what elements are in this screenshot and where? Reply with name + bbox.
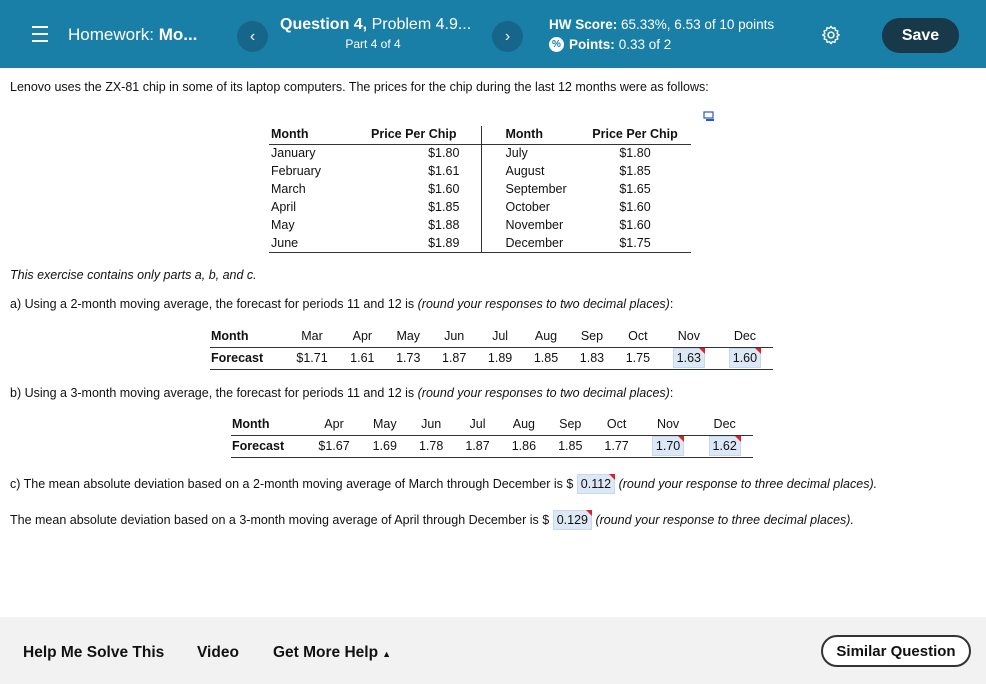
homework-prefix: Homework: [68, 25, 159, 44]
month-cell: Aug [523, 325, 569, 347]
forecast-table-2-month [210, 325, 773, 370]
price-cell: $1.60 [619, 218, 651, 232]
month-label: Month [231, 413, 306, 435]
price-row [269, 144, 691, 162]
forecast-answer-input[interactable]: 1.62 [709, 436, 741, 456]
month-cell: August [481, 162, 571, 180]
month-cell: Aug [501, 413, 547, 435]
column-header: Price Per Chip [571, 126, 691, 144]
colon: : [669, 297, 674, 311]
help-me-solve-button[interactable]: Help Me Solve This [23, 644, 165, 661]
part-b-hint: (round your responses to two decimal places) [417, 386, 670, 400]
month-cell: Jul [477, 325, 523, 347]
video-button[interactable]: Video [197, 644, 239, 661]
points-value: 0.33 of 2 [618, 37, 672, 52]
forecast-label: Forecast [210, 347, 285, 369]
price-row [269, 216, 691, 234]
month-cell: Dec [696, 413, 753, 435]
get-more-help-button[interactable] [273, 644, 391, 662]
month-cell: Apr [306, 413, 361, 435]
part-c-question-2 [10, 512, 854, 530]
forecast-cell: $1.67 [306, 435, 361, 457]
forecast-cell: 1.77 [593, 435, 639, 457]
save-button[interactable]: Save [882, 18, 959, 53]
forecast-cell: 1.89 [477, 347, 523, 369]
part-a-question [10, 297, 673, 311]
month-cell: May [271, 218, 295, 232]
top-bar [0, 0, 986, 68]
forecast-answer-input[interactable]: 1.63 [673, 348, 705, 368]
forecast-cell [696, 435, 753, 457]
part-c-text-1: c) The mean absolute deviation based on a 2-month moving average of March through December is $ [10, 477, 577, 491]
month-cell: Sep [547, 413, 593, 435]
problem-number: Problem 4.9... [367, 16, 472, 33]
month-cell: Mar [285, 325, 340, 347]
menu-icon[interactable] [30, 22, 50, 46]
price-cell: $1.88 [428, 218, 460, 232]
month-cell: May [362, 413, 408, 435]
part-b-text: b) Using a 3-month moving average, the forecast for periods 11 and 12 is [10, 386, 418, 400]
price-row [269, 234, 691, 252]
points-label: Points: [569, 37, 615, 52]
month-cell: February [271, 164, 322, 178]
month-cell: Sep [569, 325, 615, 347]
month-cell: March [271, 182, 306, 196]
caret-up-icon: ▲ [382, 649, 391, 659]
forecast-cell: 1.87 [454, 435, 500, 457]
forecast-cell: 1.87 [431, 347, 477, 369]
month-cell: May [385, 325, 431, 347]
hw-score [549, 17, 774, 32]
part-a-text: a) Using a 2-month moving average, the forecast for periods 11 and 12 is [10, 297, 418, 311]
forecast-answer-input[interactable]: 1.70 [652, 436, 684, 456]
price-cell: $1.85 [619, 164, 651, 178]
month-cell: Jun [431, 325, 477, 347]
forecast-cell: 1.83 [569, 347, 615, 369]
colon: : [669, 386, 674, 400]
price-cell: $1.60 [619, 200, 651, 214]
question-part: Part 4 of 4 [345, 37, 401, 51]
points [549, 37, 671, 52]
month-cell: April [271, 200, 297, 214]
price-cell: $1.89 [428, 235, 460, 250]
forecast-cell: $1.71 [285, 347, 340, 369]
next-question-button[interactable]: › [492, 21, 523, 52]
forecast-cell [661, 347, 717, 369]
forecast-table-3-month [231, 413, 753, 458]
month-cell: December [481, 234, 571, 252]
bottom-bar [0, 617, 986, 684]
column-header: Month [481, 126, 571, 144]
price-row [269, 198, 691, 216]
forecast-cell: 1.86 [501, 435, 547, 457]
previous-question-button[interactable]: ‹ [237, 21, 268, 52]
homework-name: Mo... [158, 25, 198, 44]
problem-intro: Lenovo uses the ZX-81 chip in some of its laptop computers. The prices for the chip during the last 12 months were as follows: [10, 80, 709, 94]
forecast-cell: 1.73 [385, 347, 431, 369]
forecast-cell [640, 435, 697, 457]
mad-2-month-answer[interactable]: 0.112 [577, 474, 615, 494]
month-cell: November [481, 216, 571, 234]
price-table [269, 126, 691, 253]
question-title [280, 16, 471, 34]
question-number: Question 4, [280, 16, 368, 33]
part-c-hint-1: (round your response to three decimal places). [618, 477, 878, 491]
gear-icon[interactable] [820, 24, 842, 46]
forecast-cell: 1.78 [408, 435, 454, 457]
mad-3-month-answer[interactable]: 0.129 [553, 510, 592, 530]
month-cell: January [271, 146, 316, 161]
part-a-hint: (round your responses to two decimal places) [417, 297, 670, 311]
column-header: Month [269, 126, 329, 144]
month-cell: September [481, 180, 571, 198]
price-table-header [269, 126, 691, 144]
price-cell: $1.80 [619, 146, 651, 161]
month-label: Month [210, 325, 285, 347]
month-cell: Nov [661, 325, 717, 347]
part-c-question-1 [10, 476, 877, 494]
score-value: 65.33%, 6.53 of 10 points [617, 17, 775, 32]
price-row [269, 162, 691, 180]
price-cell: $1.61 [428, 164, 460, 178]
similar-question-button[interactable]: Similar Question [821, 635, 971, 667]
forecast-cell [717, 347, 773, 369]
column-header: Price Per Chip [329, 126, 481, 144]
price-cell: $1.60 [428, 182, 460, 196]
price-cell: $1.65 [619, 182, 651, 196]
part-b-question [10, 386, 673, 400]
month-cell: Oct [593, 413, 639, 435]
forecast-answer-input[interactable]: 1.60 [729, 348, 761, 368]
price-cell: $1.80 [428, 146, 460, 161]
price-row [269, 180, 691, 198]
price-cell: $1.75 [619, 235, 651, 250]
forecast-cell: 1.85 [547, 435, 593, 457]
price-cell: $1.85 [428, 200, 460, 214]
homework-title[interactable] [68, 25, 197, 45]
forecast-cell: 1.69 [362, 435, 408, 457]
forecast-label: Forecast [231, 435, 306, 457]
partial-credit-icon: % [549, 37, 564, 52]
month-cell: Jul [454, 413, 500, 435]
get-more-help-label: Get More Help [273, 644, 379, 661]
part-c-text-2: The mean absolute deviation based on a 3-month moving average of April through December is $ [10, 513, 553, 527]
copy-table-icon[interactable] [703, 111, 715, 122]
month-cell: October [481, 198, 571, 216]
forecast-cell: 1.85 [523, 347, 569, 369]
month-cell: Nov [640, 413, 697, 435]
exercise-note: This exercise contains only parts a, b, and c. [10, 268, 257, 282]
month-cell: Oct [615, 325, 661, 347]
month-cell: Apr [339, 325, 385, 347]
month-cell: Dec [717, 325, 773, 347]
score-label: HW Score: [549, 17, 618, 32]
month-cell: June [271, 235, 299, 250]
forecast-cell: 1.75 [615, 347, 661, 369]
forecast-cell: 1.61 [339, 347, 385, 369]
part-c-hint-2: (round your response to three decimal places). [595, 513, 854, 527]
month-cell: July [481, 144, 571, 162]
month-cell: Jun [408, 413, 454, 435]
